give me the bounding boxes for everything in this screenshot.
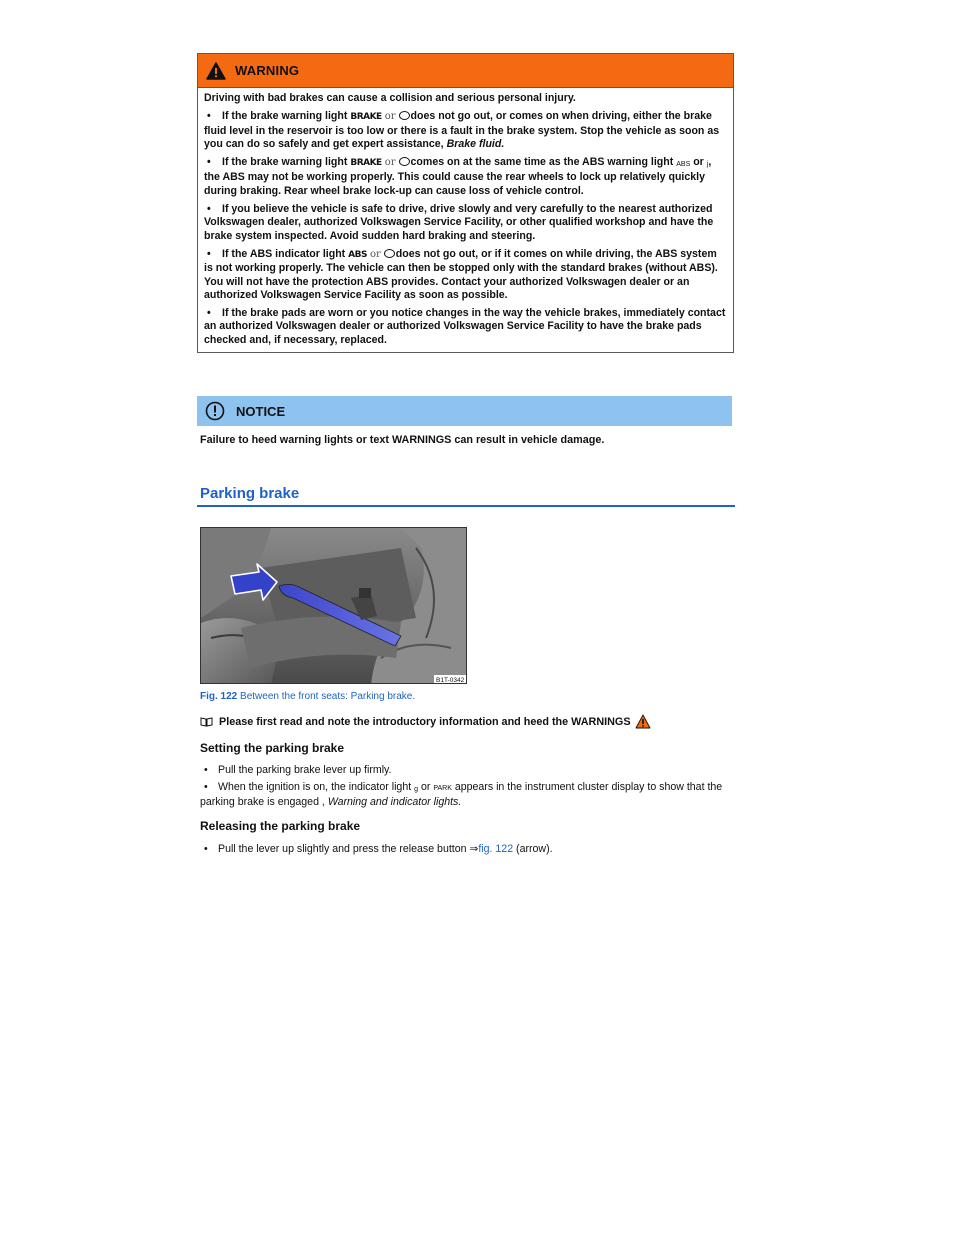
warning-intro: Driving with bad brakes can cause a collision and serious personal injury. [204,92,576,104]
brake-light-icon: BRAKE [350,112,382,123]
intro-text: Please first read and note the introductory information and heed the WARNINGS [219,715,631,728]
fig-122-link[interactable]: fig. 122 [478,843,514,855]
notice-header [197,396,732,426]
notice-title: NOTICE [236,403,286,419]
brake-circle-icon [399,111,410,120]
warning-triangle-icon [206,62,226,80]
abs-circle-icon [384,249,395,258]
parking-brake-figure [200,527,467,684]
warning-item-3: • If you believe the vehicle is safe to drive, drive slowly and very carefully to the nearest authorized Volkswagen dealer, authorized Volkswagen Service Facility, or other qualified workshop and have the brake system inspected. Avoid sudden hard braking and steering. [204,203,714,242]
notice-exclamation-icon [205,401,225,421]
warning-title: WARNING [235,63,300,78]
warning-item-4: • If the ABS indicator light ABS or does not go out, or if it comes on while driving, the ABS system is not working properly. The vehicle can then be stopped only with the standard brakes (without ABS). You will not have the protection ABS provides. Contact your authorized Volkswagen dealer or an authorized Volkswagen Service Facility as soon as possible. [204,247,718,301]
park-indicator-icon: PARK [433,785,452,792]
parking-brake-illustration [201,528,467,684]
warning-triangle-icon[interactable] [635,714,651,729]
abs-light-icon: ABS [676,161,691,169]
brake-light-icon: BRAKE [350,158,382,169]
notice-text: Failure to heed warning lights or text WARNINGS can result in vehicle damage. [200,434,605,446]
warning-body [198,88,733,352]
figure-number: Fig. 122 [200,691,238,702]
setting-title: Setting the parking brake [200,741,345,755]
warning-item-1: • If the brake warning light BRAKE or does not go out, or comes on when driving, either the brake fluid level in the reservoir is too low or there is a fault in the brake system. Stop the vehicle as soon as you can do so safely and get expert assistance, Brake fluid. [204,110,720,150]
warning-item-5: • If the brake pads are worn or you notice changes in the way the vehicle brakes, immediately contact an authorized Volkswagen dealer or authorized Volkswagen Service Facility to have the brake pads checked and, if necessary, replaced. [204,307,726,346]
figure-caption [200,691,415,702]
releasing-title: Releasing the parking brake [200,819,361,833]
abs-indicator-icon: ABS [348,249,367,260]
warning-header [198,54,733,88]
setting-item-2: • When the ignition is on, the indicator light g or PARK appears in the instrument cluster display to show that the parking brake is engaged , Warning and indicator lights. [200,781,723,809]
brake-circle-icon [399,157,410,166]
abs-j-light-icon: j [706,161,709,169]
releasing-item-1: • Pull the lever up slightly and press the release button ⇒fig. 122 (arrow). [204,843,553,855]
book-icon [200,717,213,727]
warning-item-2: • If the brake warning light BRAKE or comes on at the same time as the ABS warning light ABS or j, the ABS may not be working properly. This could cause the rear wheels to lock up relatively quickly during braking. Rear wheel brake lock-up can cause loss of vehicle control. [204,156,712,197]
section-divider [197,505,735,507]
warning-indicator-lights-link[interactable]: Warning and indicator lights. [327,796,462,809]
parking-brake-light-icon: g [414,786,419,793]
brake-fluid-link[interactable]: Brake fluid. [446,137,505,150]
intro-line [200,714,651,729]
warning-box [197,53,734,353]
figure-caption-text: Between the front seats: Parking brake. [237,691,416,702]
section-title: Parking brake [200,485,300,502]
figure-code: B1T-0342 [436,677,465,684]
setting-item-1: • Pull the parking brake lever up firmly. [204,764,392,776]
